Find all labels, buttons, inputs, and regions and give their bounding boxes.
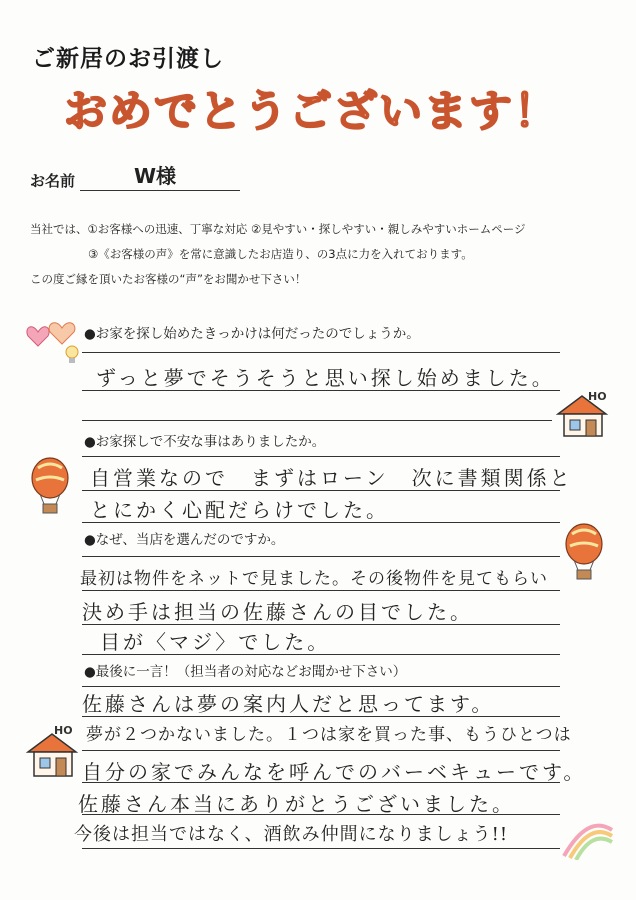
house-icon	[24, 722, 84, 780]
answer-rule	[82, 654, 560, 655]
answer-rule	[82, 716, 560, 717]
answer-rule	[82, 522, 560, 523]
answer-rule	[82, 782, 560, 783]
house-label: HO	[588, 390, 607, 403]
name-underline	[80, 190, 240, 191]
intro-line-3: この度ご縁を頂いたお客様の“声”をお聞かせ下さい！	[30, 272, 307, 286]
answer-rule	[82, 420, 552, 421]
answer-rule	[82, 848, 560, 849]
question-1: ●お家を探し始めたきっかけは何だったのでしょうか。	[84, 326, 420, 342]
question-3: ●なぜ、当店を選んだのですか。	[84, 532, 285, 548]
answer-rule	[82, 390, 560, 391]
answer-4-line-1: 佐藤さんは夢の案内人だと思ってます。	[82, 692, 495, 716]
answer-3-line-1: 最初は物件をネットで見ました。その後物件を見てもらい	[80, 569, 548, 589]
answer-2-line-1: 自営業なので まずはローン 次に書類関係と	[90, 466, 573, 490]
answer-rule	[82, 456, 560, 457]
intro-line-1: 当社では、①お客様への迅速、丁寧な対応 ②見やすい・探しやすい・親しみやすいホームページ	[30, 222, 526, 236]
name-value: W様	[134, 164, 177, 188]
name-label: お名前	[30, 172, 76, 190]
answer-rule	[82, 590, 560, 591]
answer-rule	[82, 814, 560, 815]
answer-3-line-2: 決め手は担当の佐藤さんの目でした。	[82, 600, 473, 624]
hot-air-balloon-icon	[28, 456, 72, 518]
intro-line-2: ③《お客様の声》を常に意識したお店造り、の3点に力を入れております。	[88, 247, 473, 261]
answer-4-line-4: 佐藤さん本当にありがとうございました。	[78, 792, 515, 816]
question-2: ●お家探しで不安な事はありましたか。	[84, 434, 326, 450]
answer-4-line-5: 今後は担当ではなく、酒飲み仲間になりましょう!!	[74, 824, 509, 845]
answer-3-line-3: 目が〈マジ〉でした。	[100, 630, 331, 654]
answer-rule	[82, 686, 560, 687]
house-icon	[554, 388, 614, 440]
answer-1-line-1: ずっと夢でそうそうと思い探し始めました。	[96, 366, 555, 390]
answer-rule	[82, 624, 560, 625]
question-4: ●最後に一言！（担当者の対応などお聞かせ下さい）	[84, 664, 407, 680]
answer-rule	[82, 556, 560, 557]
title-small: ご新居のお引渡し	[32, 46, 224, 72]
hearts-lightbulb-icon	[24, 318, 84, 370]
answer-2-line-2: とにかく心配だらけでした。	[90, 498, 389, 522]
title-main: おめでとうございます！	[64, 87, 559, 137]
hot-air-balloon-icon	[562, 522, 606, 584]
answer-rule	[82, 352, 560, 353]
house-label: HO	[54, 724, 73, 737]
answer-rule	[82, 750, 560, 751]
rainbow-icon	[560, 810, 616, 860]
answer-4-line-2: 夢が２つかないました。１つは家を買った事、もうひとつは	[86, 725, 572, 745]
answer-rule	[82, 490, 560, 491]
answer-4-line-3: 自分の家でみんなを呼んでのバーベキューです。	[82, 760, 587, 784]
